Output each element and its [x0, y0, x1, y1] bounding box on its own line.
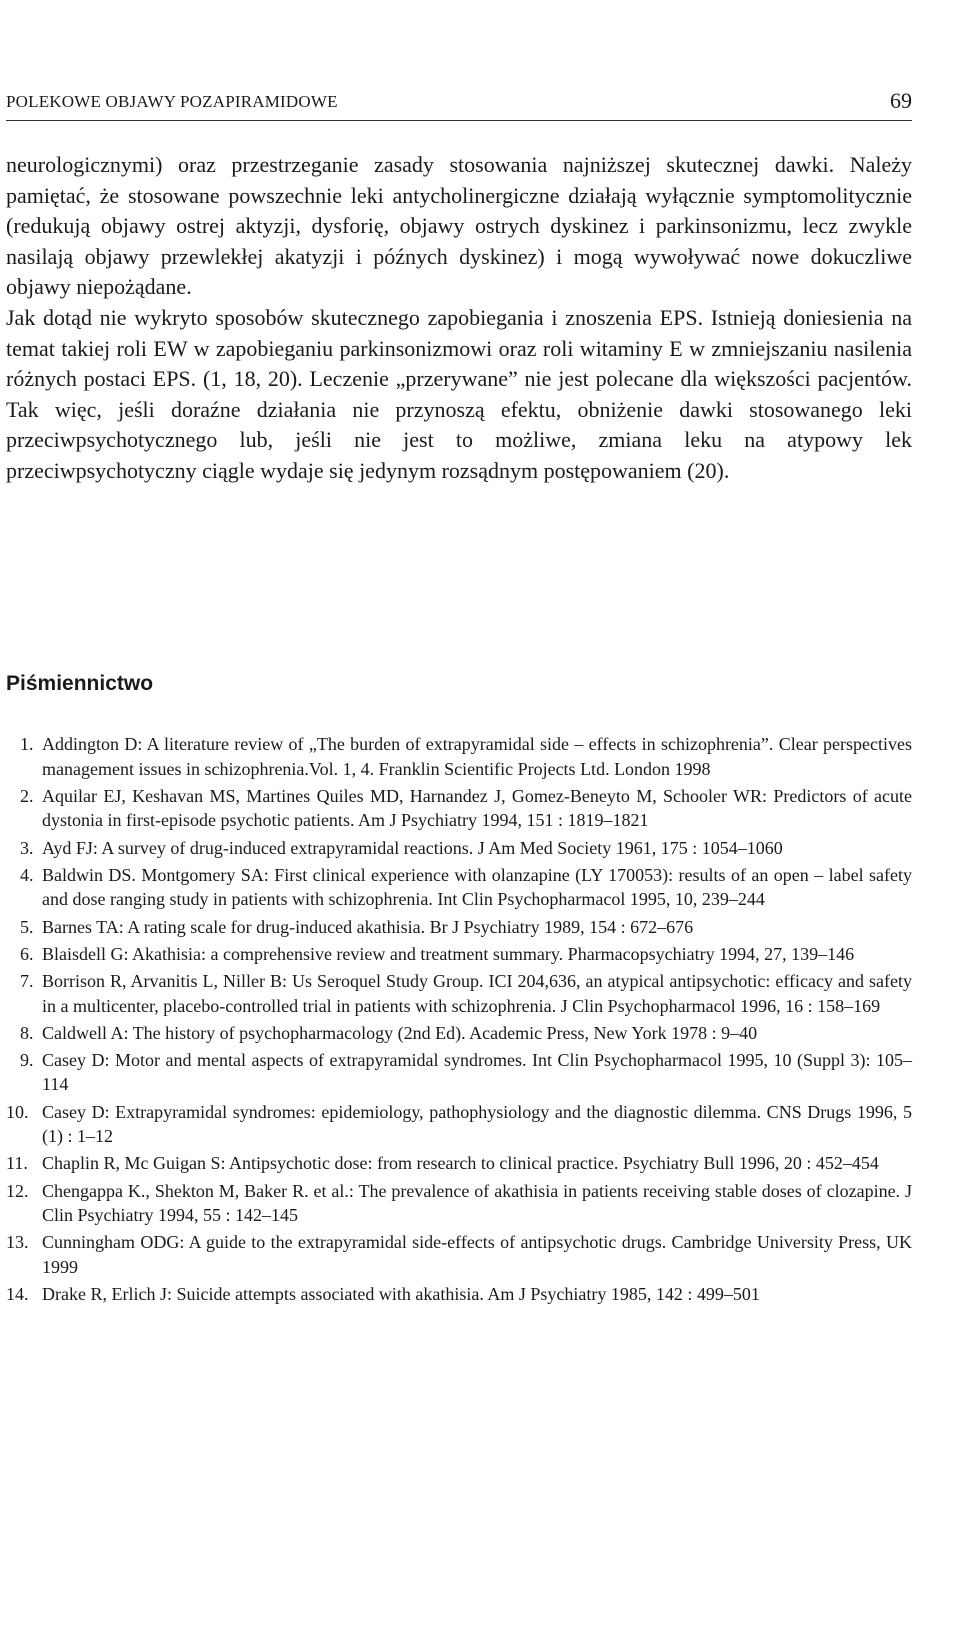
reference-number: 5.: [20, 916, 34, 937]
reference-item: [6, 969, 912, 1018]
reference-text: Blaisdell G: Akathisia: a comprehensive review and treatment summary. Pharmacopsychiatry 1994, 27, 139–146: [42, 943, 855, 964]
running-title: POLEKOWE OBJAWY POZAPIRAMIDOWE: [6, 92, 338, 111]
reference-number: 1.: [20, 734, 34, 754]
reference-number: 14.: [6, 1284, 29, 1305]
reference-list: [6, 732, 912, 1309]
body-text: [6, 150, 912, 487]
reference-text: Borrison R, Arvanitis L, Niller B: Us Seroquel Study Group. ICI 204,636, an atypical antipsychotic: efficacy and safety in a multicenter, placebo-controlled trial in patients with schizophrenia. J Clin Psychopharmacol 1996, 16 : 158–169: [42, 970, 912, 1016]
reference-item: [6, 863, 912, 912]
body-paragraph-2: Jak dotąd nie wykryto sposobów skutecznego zapobiegania i znoszenia EPS. Istnieją doniesienia na temat takiej roli EW w zapobieganiu parkinsonizmowi oraz roli witaminy E w zmniejszaniu nasilenia różnych postaci EPS. (1, 18, 20). Leczenie „przerywane” nie jest polecane dla większości pacjentów. Tak więc, jeśli doraźne działania nie przynoszą efektu, obniżenie dawki stosowanego leki przeciwpsychotycznego lub, jeśli nie jest to możliwe, zmiana leku na atypowy lek przeciwpsychotyczny ciągle wydaje się jedynym rozsądnym postępowaniem (20).: [6, 304, 912, 483]
reference-item: [6, 942, 912, 967]
references-heading: Piśmiennictwo: [6, 672, 154, 695]
reference-number: 11.: [6, 1153, 28, 1174]
page-number: 69: [890, 88, 912, 113]
reference-number: 7.: [20, 970, 34, 991]
reference-text: Addington D: A literature review of „The burden of extrapyramidal side – effects in schizophrenia”. Clear perspectives management issues in schizophrenia.Vol. 1, 4. Franklin Scientific Projects Ltd. London 1998: [42, 734, 912, 779]
reference-number: 4.: [20, 864, 34, 885]
reference-number: 9.: [20, 1049, 34, 1070]
reference-item: [6, 836, 912, 861]
reference-number: 10.: [6, 1101, 29, 1122]
reference-number: 8.: [20, 1022, 34, 1043]
reference-text: Baldwin DS. Montgomery SA: First clinical experience with olanzapine (LY 170053): results of an open – label safety and dose ranging study in patients with schizophrenia. Int Clin Psychopharmacol 1995, 10, 239–244: [42, 864, 912, 910]
running-header: [6, 86, 912, 121]
reference-item: [6, 1282, 912, 1307]
reference-item: [6, 784, 912, 833]
reference-text: Aquilar EJ, Keshavan MS, Martines Quiles MD, Harnandez J, Gomez-Beneyto M, Schooler WR: Predictors of acute dystonia in first-episode psychotic patients. Am J Psychiatry 1994, 151 : 1819–1821: [42, 785, 912, 831]
reference-number: 6.: [20, 943, 34, 964]
reference-item: [6, 1048, 912, 1097]
reference-text: Drake R, Erlich J: Suicide attempts associated with akathisia. Am J Psychiatry 1985, 142 : 499–501: [42, 1284, 760, 1305]
reference-number: 2.: [20, 785, 34, 806]
body-paragraph-1: neurologicznymi) oraz przestrzeganie zasady stosowania najniższej skutecznej dawki. Należy pamiętać, że stosowane powszechnie leki antycholinergiczne działają wyłącznie symptomolitycznie (redukują objawy ostrej aktyzji, dysforię, objawy ostrych dyskinez i parkinsonizmu, lecz zwykle nasilają objawy przewlekłej akatyzji i późnych dyskinez) i mogą wywoływać nowe dokuczliwe objawy niepożądane.: [6, 152, 912, 300]
reference-number: 13.: [6, 1232, 29, 1253]
reference-item: [6, 1021, 912, 1046]
reference-item: [6, 732, 912, 781]
reference-item: [6, 1179, 912, 1228]
reference-text: Caldwell A: The history of psychopharmacology (2nd Ed). Academic Press, New York 1978 : 9–40: [42, 1022, 758, 1043]
reference-text: Chengappa K., Shekton M, Baker R. et al.: The prevalence of akathisia in patients receiving stable doses of clozapine. J Clin Psychiatry 1994, 55 : 142–145: [42, 1180, 912, 1226]
reference-text: Barnes TA: A rating scale for drug-induced akathisia. Br J Psychiatry 1989, 154 : 672–676: [42, 916, 694, 937]
reference-item: [6, 1100, 912, 1149]
reference-item: [6, 915, 912, 940]
reference-text: Cunningham ODG: A guide to the extrapyramidal side-effects of antipsychotic drugs. Cambridge University Press, UK 1999: [42, 1232, 912, 1277]
reference-text: Chaplin R, Mc Guigan S: Antipsychotic dose: from research to clinical practice. Psychiatry Bull 1996, 20 : 452–454: [42, 1153, 879, 1174]
reference-item: [6, 1151, 912, 1176]
reference-number: 12.: [6, 1180, 29, 1201]
reference-text: Casey D: Extrapyramidal syndromes: epidemiology, pathophysiology and the diagnostic dilemma. CNS Drugs 1996, 5 (1) : 1–12: [42, 1101, 912, 1147]
reference-number: 3.: [20, 837, 34, 858]
reference-text: Ayd FJ: A survey of drug-induced extrapyramidal reactions. J Am Med Society 1961, 175 : 1054–1060: [42, 837, 783, 858]
reference-item: [6, 1230, 912, 1279]
reference-text: Casey D: Motor and mental aspects of extrapyramidal syndromes. Int Clin Psychopharmacol 1995, 10 (Suppl 3): 105–114: [42, 1049, 912, 1095]
